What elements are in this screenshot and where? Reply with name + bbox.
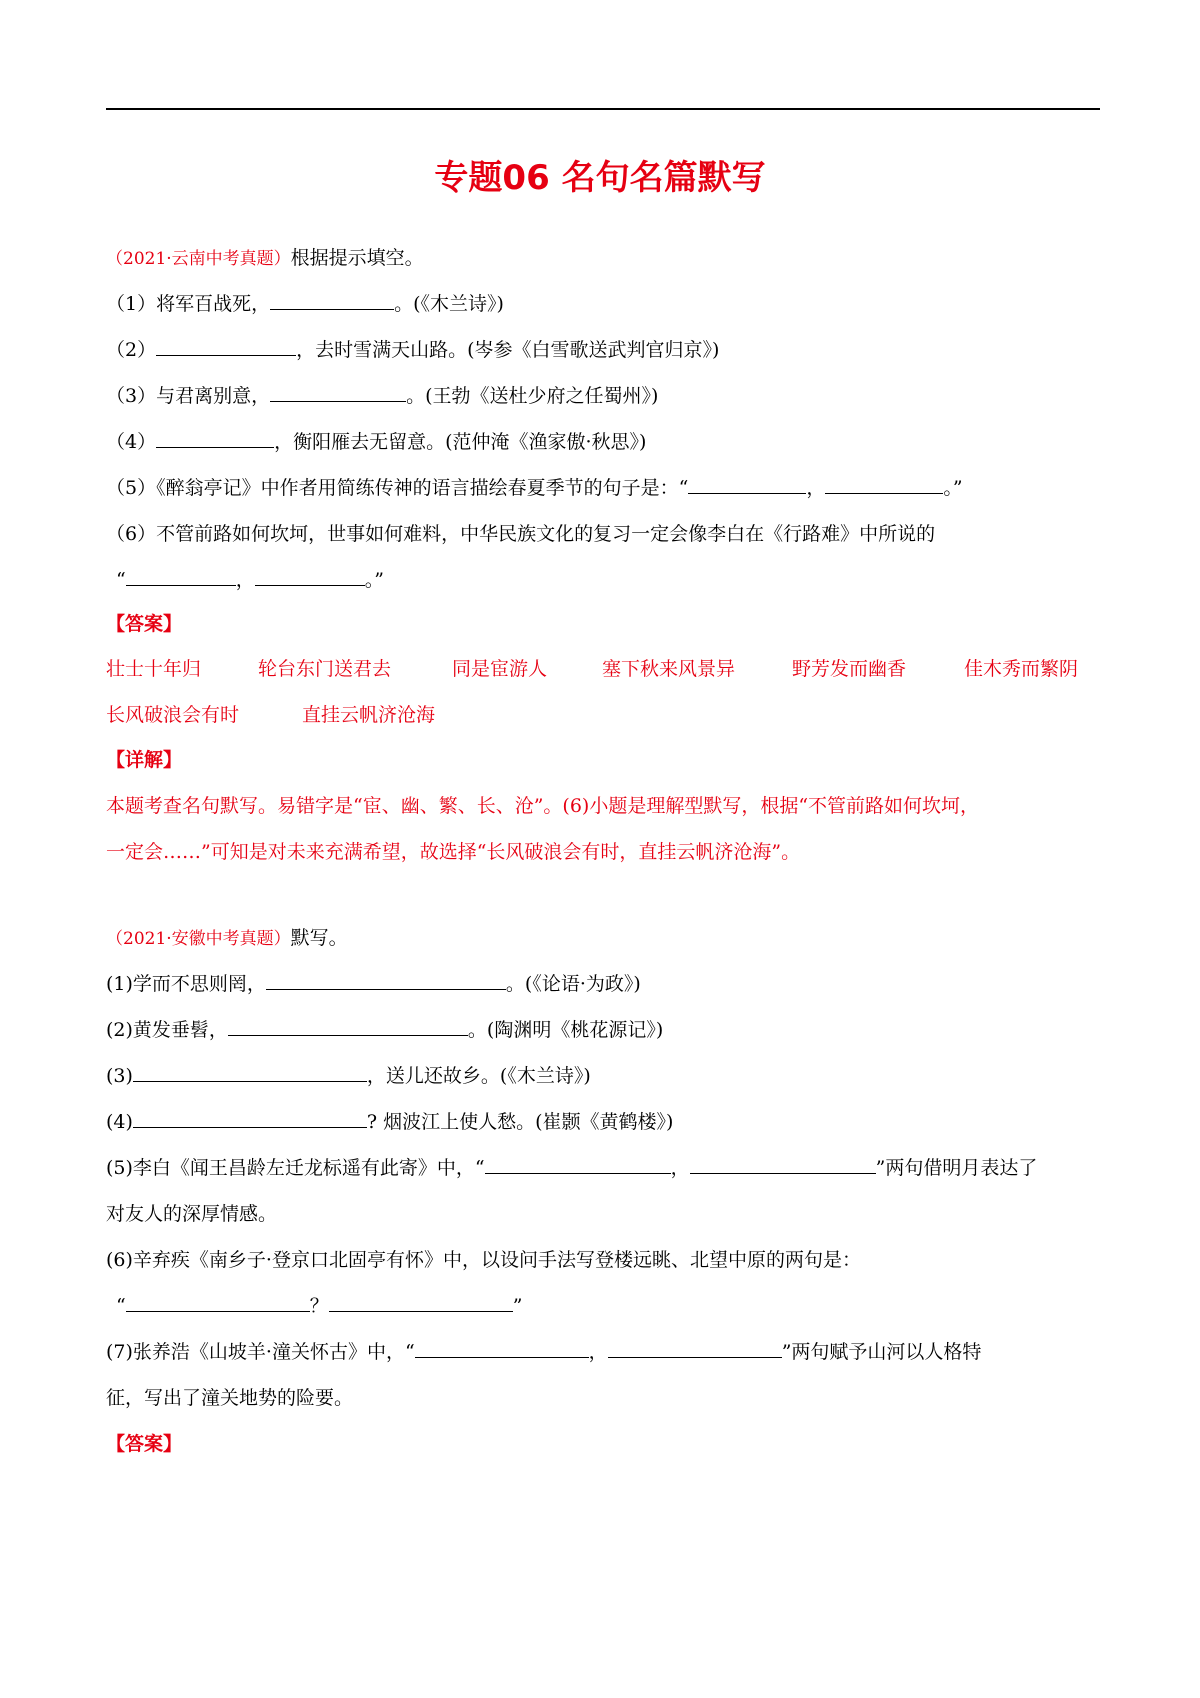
answer-blank[interactable]: [485, 1155, 671, 1174]
q2-item-3: (3) ，送儿还故乡。(《木兰诗》): [106, 1065, 591, 1087]
answer-blank[interactable]: [133, 1109, 367, 1128]
answer-blank[interactable]: [266, 971, 506, 990]
q1-answer-label: 【答案】: [106, 613, 183, 635]
answer-item: 轮台东门送君去: [258, 658, 392, 680]
q2-item-7: (7)张养浩《山坡羊·潼关怀古》中，“ ， ”两句赋予山河以人格特: [106, 1341, 982, 1363]
q1-detail-line-1: 本题考查名句默写。易错字是“宦、幽、繁、长、沧”。(6)小题是理解型默写，根据“不管前路如何坎坷，: [106, 795, 980, 817]
q2-source: （2021·安徽中考真题）: [106, 929, 291, 949]
answer-blank[interactable]: [690, 1155, 876, 1174]
q1-item-5: （5）《醉翁亭记》中作者用简练传神的语言描绘春夏季节的句子是：“ ， 。”: [106, 477, 963, 499]
answer-blank[interactable]: [270, 383, 406, 402]
q1-item-6: （6）不管前路如何坎坷，世事如何难料，中华民族文化的复习一定会像李白在《行路难》中所说的: [106, 523, 936, 545]
q2-item-5: (5)李白《闻王昌龄左迁龙标遥有此寄》中，“ ， ”两句借明月表达了: [106, 1157, 1038, 1179]
q1-source: （2021·云南中考真题）: [106, 249, 291, 269]
answer-blank[interactable]: [270, 291, 394, 310]
answer-blank[interactable]: [156, 429, 274, 448]
answer-blank[interactable]: [133, 1063, 367, 1082]
answer-item: 同是宦游人: [452, 658, 548, 680]
answer-blank[interactable]: [156, 337, 296, 356]
q1-detail-label: 【详解】: [106, 749, 183, 771]
q2-item-6: (6)辛弃疾《南乡子·登京口北固亭有怀》中，以设问手法写登楼远眺、北望中原的两句是：: [106, 1249, 861, 1271]
q2-item-4: (4) ? 烟波江上使人愁。(崔颢《黄鹤楼》): [106, 1111, 674, 1133]
q1-item-3: （3）与君离别意， 。(王勃《送杜少府之任蜀州》): [106, 385, 659, 407]
q2-instruction: 默写。: [290, 927, 348, 949]
q1-item-4: （4） ，衡阳雁去无留意。(范仲淹《渔家傲·秋思》): [106, 431, 647, 453]
q1-instruction: 根据提示填空。: [290, 247, 424, 269]
answer-item: 塞下秋来风景异: [602, 658, 736, 680]
answer-blank[interactable]: [415, 1339, 589, 1358]
q2-item-5-cont: 对友人的深厚情感。: [106, 1203, 278, 1225]
q1-item-2: （2） ，去时雪满天山路。(岑参《白雪歌送武判官归京》): [106, 339, 720, 361]
q1-item-6-cont: “ ， 。”: [116, 569, 384, 591]
page-title: 专题06 名句名篇默写: [434, 158, 766, 198]
q2-item-1: (1)学而不思则罔， 。(《论语·为政》): [106, 973, 641, 995]
q2-item-2: (2)黄发垂髫， 。(陶渊明《桃花源记》): [106, 1019, 664, 1041]
answer-blank[interactable]: [825, 475, 943, 494]
q2-answer-label: 【答案】: [106, 1433, 183, 1455]
answer-item: 佳木秀而繁阴: [964, 658, 1079, 680]
answer-blank[interactable]: [608, 1339, 782, 1358]
q2-item-7-cont: 征，写出了潼关地势的险要。: [106, 1387, 354, 1409]
answer-blank[interactable]: [255, 567, 365, 586]
answer-blank[interactable]: [329, 1293, 513, 1312]
q2-item-6-cont: “ ？ ”: [116, 1295, 523, 1317]
q1-header: [106, 244, 424, 273]
q1-detail-line-2: 一定会……”可知是对未来充满希望，故选择“长风破浪会有时，直挂云帆济沧海”。: [106, 841, 801, 863]
answer-item: 壮士十年归: [106, 658, 202, 680]
q1-item-1: （1）将军百战死， 。(《木兰诗》): [106, 293, 504, 315]
answer-item: 野芳发而幽香: [792, 658, 907, 680]
answer-blank[interactable]: [126, 1293, 310, 1312]
answer-blank[interactable]: [688, 475, 806, 494]
answer-item: 长风破浪会有时: [106, 704, 240, 726]
top-rule: [106, 108, 1100, 110]
answer-blank[interactable]: [228, 1017, 468, 1036]
answer-blank[interactable]: [126, 567, 236, 586]
q2-header: [106, 924, 348, 953]
answer-item: 直挂云帆济沧海: [302, 704, 436, 726]
